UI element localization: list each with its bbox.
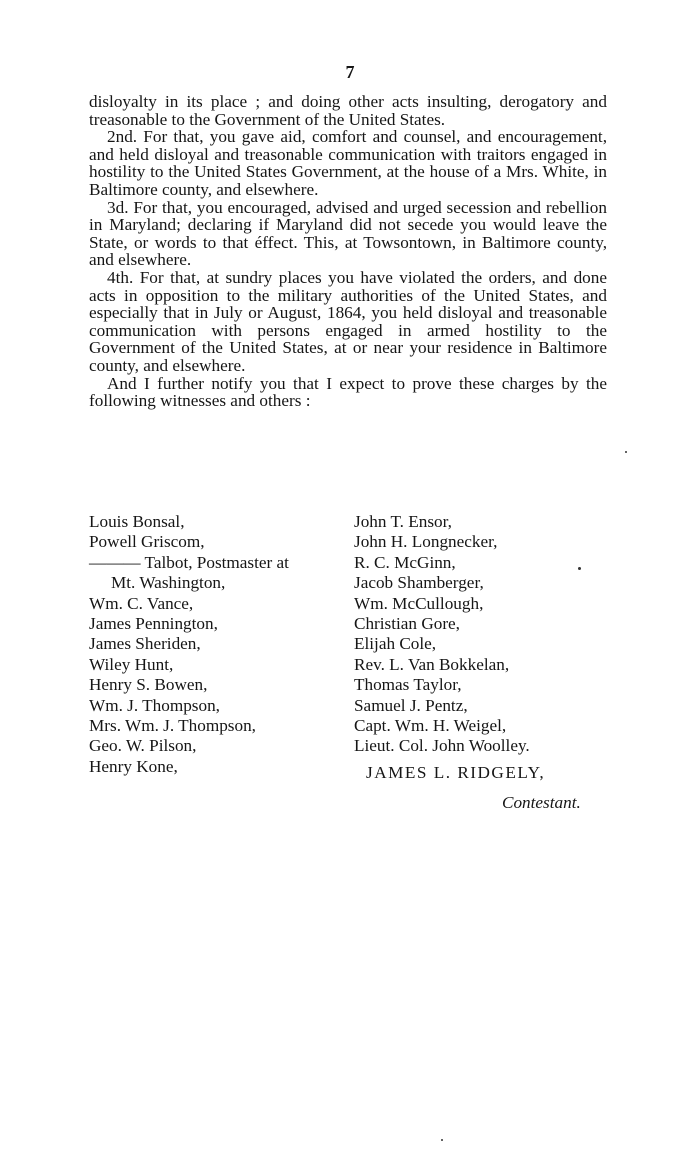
paragraph-continuation: disloyalty in its place ; and doing other acts insulting, derogatory and treasonable to the Government of the United States.: [89, 92, 607, 129]
witness-row: [89, 634, 609, 654]
witness-right: Samuel J. Pentz,: [354, 695, 468, 715]
witness-right: Capt. Wm. H. Weigel,: [354, 715, 507, 735]
witness-right: Elijah Cole,: [354, 634, 437, 654]
witness-right: Thomas Taylor,: [354, 675, 462, 695]
witness-right: Jacob Shamberger,: [354, 573, 484, 593]
paragraph-charge-4: 4th. For that, at sundry places you have violated the orders, and done acts in opposition to the military authorities of the United States, and especially that in July or August, 1864, you held disloyal and treasonable communication with persons engaged in armed hostility to the Government of the United States, at or near your residence in Baltimore county, and elsewhere.: [89, 267, 607, 375]
print-speck: [625, 451, 627, 453]
witness-row: [89, 573, 609, 593]
page-number: 7: [345, 62, 355, 82]
witness-row: [89, 614, 609, 634]
witness-left: Mt. Washington,: [111, 573, 226, 593]
witness-left: Henry Kone,: [89, 756, 178, 776]
witness-right: Lieut. Col. John Woolley.: [354, 736, 530, 756]
witness-left: James Sheriden,: [89, 634, 201, 654]
witness-left: Louis Bonsal,: [89, 512, 185, 531]
witness-left: Wiley Hunt,: [89, 654, 174, 674]
paragraph-charge-2: 2nd. For that, you gave aid, comfort and counsel, and encouragement, and held disloyal and treasonable communication with traitors engaged in hostility to the United States Government, at the house of a Mrs. White, in Baltimore county, and elsewhere.: [89, 127, 607, 199]
witness-row: [89, 716, 609, 736]
witness-row: [89, 594, 609, 614]
paragraph-witness-intro: And I further notify you that I expect to prove these charges by the following witnesses and others :: [89, 373, 607, 411]
witness-left: Wm. C. Vance,: [89, 593, 194, 613]
witness-row: [89, 736, 609, 756]
witness-right: Christian Gore,: [354, 613, 460, 633]
witness-left: ——— Talbot, Postmaster at: [89, 552, 289, 572]
witness-left: Henry S. Bowen,: [89, 675, 208, 695]
witness-list: [89, 512, 609, 777]
paragraph-charge-3: 3d. For that, you encouraged, advised and urged secession and rebellion in Maryland; declaring if Maryland did not secede you would leave the State, or words to that éffect. This, at Towsontown, in Baltimore county, and elsewhere.: [89, 197, 607, 270]
witness-right: R. C. McGinn,: [354, 552, 456, 572]
witness-right: John H. Longnecker,: [354, 532, 498, 552]
body-text: [89, 93, 607, 410]
witness-right: John T. Ensor,: [354, 512, 452, 531]
witness-row: [89, 675, 609, 695]
signature-role: Contestant.: [502, 793, 581, 812]
witness-left: James Pennington,: [89, 613, 218, 633]
witness-row: [89, 655, 609, 675]
witness-left: Mrs. Wm. J. Thompson,: [89, 715, 256, 735]
print-speck: [441, 1139, 443, 1141]
witness-left: Powell Griscom,: [89, 532, 205, 552]
witness-right: Rev. L. Van Bokkelan,: [354, 654, 510, 674]
witness-row: [89, 532, 609, 552]
witness-row: [89, 553, 609, 573]
witness-row: [89, 512, 609, 532]
print-speck: [578, 567, 581, 570]
witness-left: Wm. J. Thompson,: [89, 695, 220, 715]
witness-left: Geo. W. Pilson,: [89, 736, 197, 756]
signature-name: JAMES L. RIDGELY,: [366, 763, 546, 782]
witness-row: [89, 696, 609, 716]
witness-right: Wm. McCullough,: [354, 593, 484, 613]
